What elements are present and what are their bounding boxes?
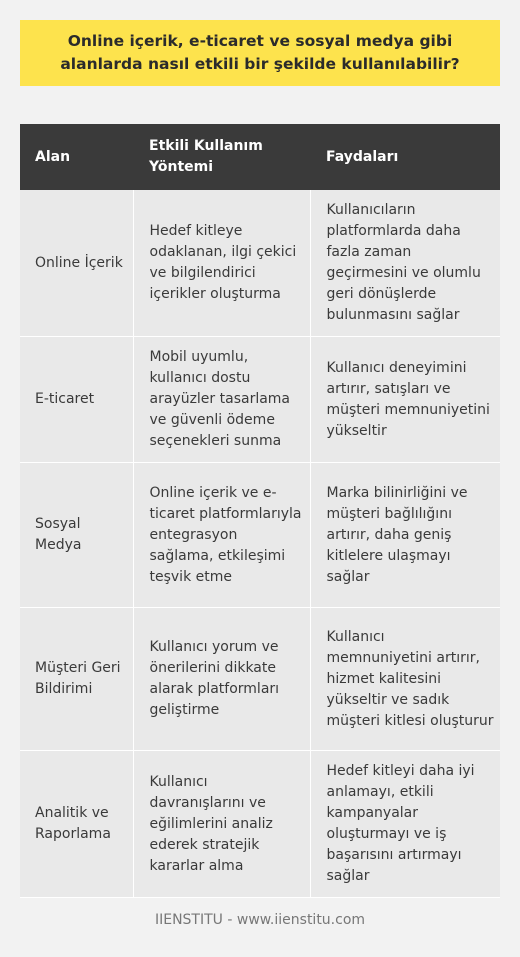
comparison-table bbox=[20, 124, 500, 898]
header-alan: Alan bbox=[20, 124, 133, 190]
cell-yontem: Hedef kitleye odaklanan, ilgi çekici ve bilgilendirici içerikler oluşturma bbox=[133, 190, 310, 337]
cell-faydalari: Kullanıcı deneyimini artırır, satışları ve müşteri memnuniyetini yükseltir bbox=[310, 337, 500, 463]
table-row bbox=[20, 751, 500, 898]
cell-alan: Online İçerik bbox=[20, 190, 133, 337]
table-row bbox=[20, 337, 500, 463]
cell-alan: Analitik ve Raporlama bbox=[20, 751, 133, 898]
cell-faydalari: Marka bilinirliğini ve müşteri bağlılığını artırır, daha geniş kitlelere ulaşmayı sağlar bbox=[310, 463, 500, 608]
cell-alan: Müşteri Geri Bildirimi bbox=[20, 608, 133, 751]
cell-faydalari: Kullanıcı memnuniyetini artırır, hizmet kalitesini yükseltir ve sadık müşteri kitlesi oluşturur bbox=[310, 608, 500, 751]
table-header-row bbox=[20, 124, 500, 190]
cell-alan: Sosyal Medya bbox=[20, 463, 133, 608]
cell-alan: E-ticaret bbox=[20, 337, 133, 463]
cell-faydalari: Kullanıcıların platformlarda daha fazla zaman geçirmesini ve olumlu geri dönüşlerde bulunmasını sağlar bbox=[310, 190, 500, 337]
cell-faydalari: Hedef kitleyi daha iyi anlamayı, etkili kampanyalar oluşturmayı ve iş başarısını artırmayı sağlar bbox=[310, 751, 500, 898]
table-row bbox=[20, 463, 500, 608]
header-yontem: Etkili Kullanım Yöntemi bbox=[133, 124, 310, 190]
cell-yontem: Mobil uyumlu, kullanıcı dostu arayüzler tasarlama ve güvenli ödeme seçenekleri sunma bbox=[133, 337, 310, 463]
cell-yontem: Kullanıcı davranışlarını ve eğilimlerini analiz ederek stratejik kararlar alma bbox=[133, 751, 310, 898]
table-row bbox=[20, 608, 500, 751]
table-row bbox=[20, 190, 500, 337]
page-title: Online içerik, e-ticaret ve sosyal medya gibi alanlarda nasıl etkili bir şekilde kullanılabilir? bbox=[60, 32, 460, 73]
footer-credit: IIENSTITU - www.iienstitu.com bbox=[154, 912, 366, 928]
header-faydalari: Faydaları bbox=[310, 124, 500, 190]
title-banner bbox=[20, 20, 500, 86]
cell-yontem: Online içerik ve e-ticaret platformlarıyla entegrasyon sağlama, etkileşimi teşvik etme bbox=[133, 463, 310, 608]
cell-yontem: Kullanıcı yorum ve önerilerini dikkate alarak platformları geliştirme bbox=[133, 608, 310, 751]
